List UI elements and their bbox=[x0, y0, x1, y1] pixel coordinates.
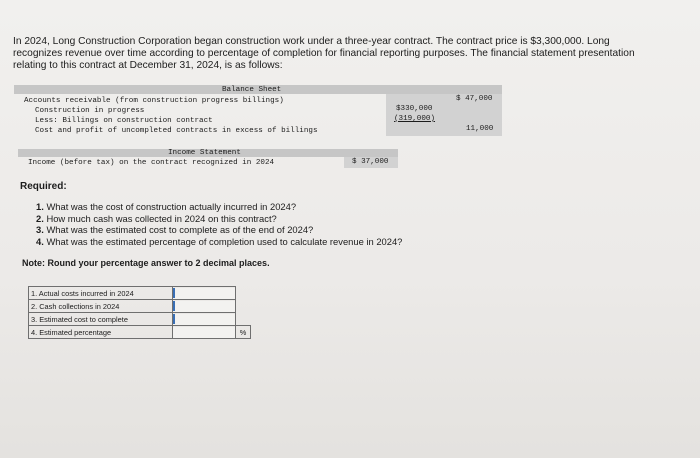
bs-row-value-excess: 11,000 bbox=[466, 125, 494, 133]
answer-label: 3. Estimated cost to complete bbox=[29, 313, 173, 326]
question-1: 1. What was the cost of construction actually incurred in 2024? bbox=[36, 201, 297, 212]
answer-row bbox=[29, 287, 251, 300]
answer-label: 4. Estimated percentage bbox=[29, 326, 173, 339]
estimated-percentage-input[interactable] bbox=[173, 327, 235, 338]
is-row-value-income: $ 37,000 bbox=[352, 158, 389, 166]
bs-row-value-cip: $330,000 bbox=[396, 105, 433, 113]
bs-row-label-billings: Less: Billings on construction contract bbox=[35, 117, 213, 125]
problem-intro: In 2024, Long Construction Corporation began construction work under a three-year contract. The contract price is $3,300,000. Long recognizes revenue over time according to percentage of completion for financial reporting purposes. The financial statement presentation relating to this contract at December 31, 2024, is as follows: bbox=[13, 36, 635, 71]
rounding-note: Note: Round your percentage answer to 2 decimal places. bbox=[22, 258, 270, 268]
answer-row bbox=[29, 326, 251, 339]
balance-sheet-title: Balance Sheet bbox=[222, 86, 282, 94]
answer-label: 1. Actual costs incurred in 2024 bbox=[29, 287, 173, 300]
answer-table bbox=[28, 286, 251, 339]
answer-unit bbox=[236, 300, 251, 313]
required-heading: Required: bbox=[20, 181, 67, 192]
percent-unit: % bbox=[236, 326, 251, 339]
bs-row-label-excess: Cost and profit of uncompleted contracts in excess of billings bbox=[35, 127, 318, 135]
question-2: 2. How much cash was collected in 2024 on this contract? bbox=[36, 212, 277, 224]
income-statement-title: Income Statement bbox=[168, 149, 241, 157]
question-3: 3. What was the estimated cost to complete as of the end of 2024? bbox=[36, 224, 314, 236]
answer-unit bbox=[236, 287, 251, 300]
answer-unit bbox=[236, 313, 251, 326]
answer-row bbox=[29, 313, 251, 326]
questions-list bbox=[36, 201, 402, 247]
bs-row-value-billings: (319,000) bbox=[394, 115, 436, 123]
cost-to-complete-input[interactable] bbox=[173, 314, 235, 325]
cash-collections-input[interactable] bbox=[173, 301, 235, 312]
bs-row-value-ar: $ 47,000 bbox=[456, 95, 493, 103]
bs-row-label-ar: Accounts receivable (from construction progress billings) bbox=[24, 97, 284, 105]
answer-row bbox=[29, 300, 251, 313]
question-4: 4. What was the estimated percentage of completion used to calculate revenue in 2024? bbox=[36, 235, 403, 247]
actual-costs-input[interactable] bbox=[173, 288, 235, 299]
is-row-label-income: Income (before tax) on the contract recognized in 2024 bbox=[28, 159, 275, 167]
bs-row-label-cip: Construction in progress bbox=[35, 107, 145, 115]
answer-label: 2. Cash collections in 2024 bbox=[29, 300, 173, 313]
